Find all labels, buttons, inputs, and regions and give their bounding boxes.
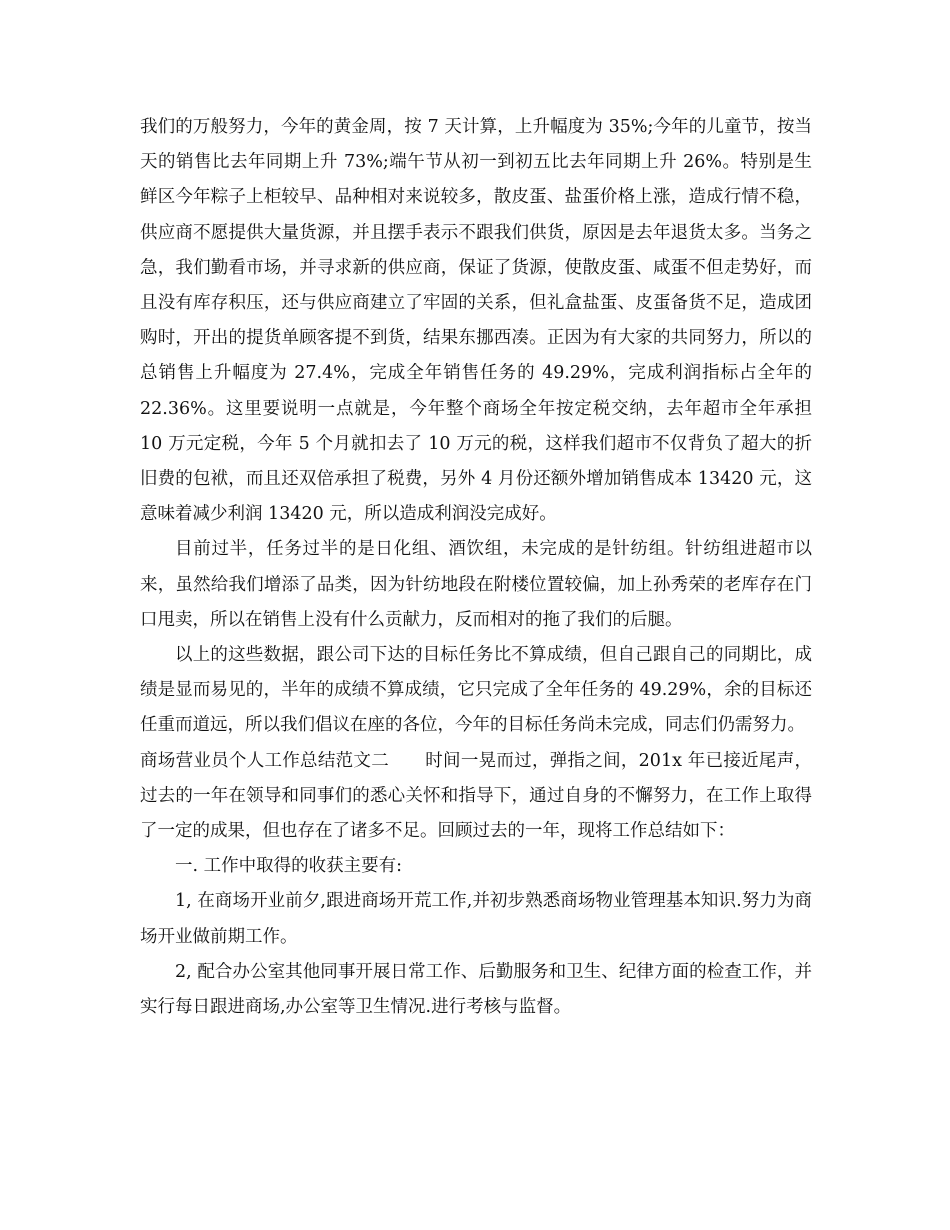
heading-achievements: 一. 工作中取得的收获主要有: xyxy=(175,856,403,877)
document-body xyxy=(140,110,812,1025)
list-item: 1, 在商场开业前夕,跟进商场开荒工作,并初步熟悉商场物业管理基本知识.努力为商场开业做前期工作。 xyxy=(140,891,812,947)
list-item: 2, 配合办公室其他同事开展日常工作、后勤服务和卫生、纪律方面的检查工作，并实行每日跟进商场,办公室等卫生情况.进行考核与监督。 xyxy=(140,961,812,1018)
section-title: 商场营业员个人工作总结范文二 xyxy=(140,750,389,771)
section-two xyxy=(140,744,812,850)
paragraph-progress: 目前过半，任务过半的是日化组、酒饮组，未完成的是针纺组。针纺组进超市以来，虽然给我们增添了品类，因为针纺地段在附楼位置较偏，加上孙秀荣的老库存在门口甩卖，所以在销售上没有什么贡献力，反而相对的拖了我们的后腿。 xyxy=(140,539,812,630)
paragraph-sales-summary: 我们的万般努力，今年的黄金周，按 7 天计算，上升幅度为 35%;今年的儿童节，按当天的销售比去年同期上升 73%;端午节从初一到初五比去年同期上升 26%。特别是生鲜区今年粽子上柜较早、品种相对来说较多，散皮蛋、盐蛋价格上涨，造成行情不稳，供应商不愿提供大量货源，并且摆手表示不跟我们供货，原因是去年退货太多。当务之急，我们勤看市场，并寻求新的供应商，保证了货源，使散皮蛋、咸蛋不但走势好，而且没有库存积压，还与供应商建立了牢固的关系，但礼盒盐蛋、皮蛋备货不足，造成团购时，开出的提货单顾客提不到货，结果东挪西凑。正因为有大家的共同努力，所以的总销售上升幅度为 27.4%，完成全年销售任务的 49.29%，完成利润指标占全年的 22.36%。这里要说明一点就是，今年整个商场全年按定税交纳，去年超市全年承担 10 万元定税，今年 5 个月就扣去了 10 万元的税，这样我们超市不仅背负了超大的折旧费的包袱，而且还双倍承担了税费，另外 4 月份还额外增加销售成本 13420 元，这意味着减少利润 13420 元，所以造成利润没完成好。 xyxy=(140,117,812,525)
paragraph-conclusion: 以上的这些数据，跟公司下达的目标任务比不算成绩，但自己跟自己的同期比，成绩是显而易见的，半年的成绩不算成绩，它只完成了全年任务的 49.29%，余的目标还任重而道远，所以我们倡议在座的各位，今年的目标任务尚未完成，同志们仍需努力。 xyxy=(140,645,812,736)
section-intro: 时间一晃而过，弹指之间，201x 年已接近尾声，过去的一年在领导和同事们的悉心关怀和指导下，通过自身的不懈努力，在工作上取得了一定的成果，但也存在了诸多不足。回顾过去的一年，现将工作总结如下： xyxy=(140,750,812,842)
